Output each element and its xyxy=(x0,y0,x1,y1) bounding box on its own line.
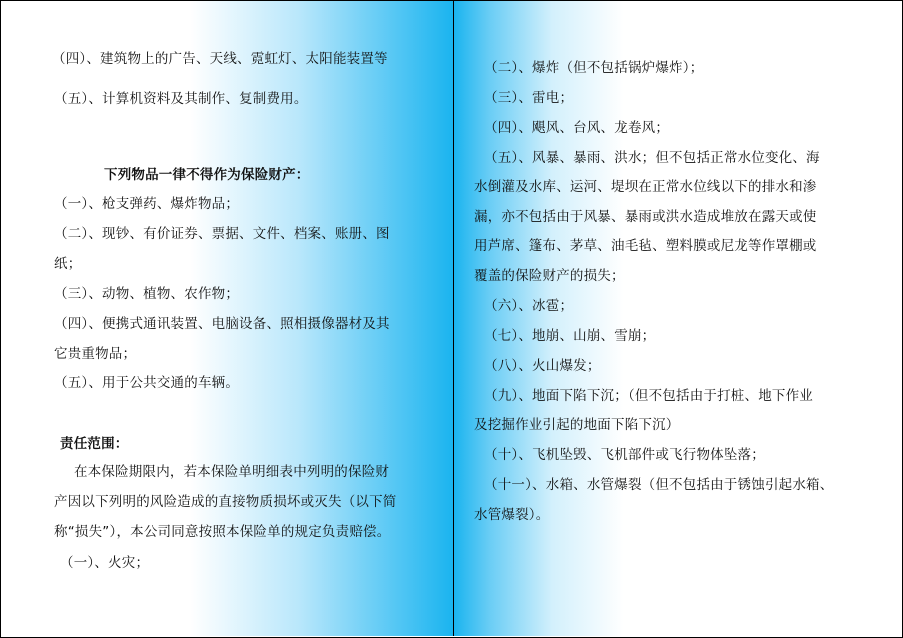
left-line-4: （一）、枪支弹药、爆炸物品； xyxy=(54,196,240,212)
right-line-13: 及挖掘作业引起的地面下陷下沉） xyxy=(474,417,680,433)
right-line-2: （三）、雷电； xyxy=(484,90,574,106)
left-line-10: （五）、用于公共交通的车辆。 xyxy=(54,375,240,391)
right-line-6: 漏，亦不包括由于风暴、暴雨或洪水造成堆放在露天或使 xyxy=(474,209,817,225)
right-line-16: 水管爆裂）。 xyxy=(474,507,550,523)
right-line-10: （七）、地崩、山崩、雪崩； xyxy=(484,328,656,344)
right-line-15: （十一）、水箱、水管爆裂（但不包括由于锈蚀引起水箱、 xyxy=(484,477,834,493)
right-line-1: （二）、爆炸（但不包括锅炉爆炸）； xyxy=(484,60,704,76)
left-line-9: 它贵重物品； xyxy=(54,346,137,362)
left-line-5: （二）、现钞、有价证券、票据、文件、档案、账册、图 xyxy=(54,226,390,242)
right-line-8: 覆盖的保险财产的损失； xyxy=(474,268,625,284)
left-line-12: 在本保险期限内，若本保险单明细表中列明的保险财 xyxy=(74,464,390,480)
left-line-7: （三）、动物、植物、农作物； xyxy=(54,286,240,302)
right-line-7: 用芦席、篷布、茅草、油毛毡、塑料膜或尼龙等作罩棚或 xyxy=(474,238,817,254)
left-line-6: 纸； xyxy=(54,256,82,272)
right-line-4: （五）、风暴、暴雨、洪水；但不包括正常水位变化、海 xyxy=(484,150,820,166)
left-line-13: 产因以下列明的风险造成的直接物质损坏或灭失（以下简 xyxy=(54,494,397,510)
right-line-11: （八）、火山爆发； xyxy=(484,358,601,374)
left-line-14: 称“损失”），本公司同意按照本保险单的规定负责赔偿。 xyxy=(54,524,391,540)
left-line-15: （一）、火灾； xyxy=(60,555,150,571)
right-line-14: （十）、飞机坠毁、飞机部件或飞行物体坠落； xyxy=(484,447,765,463)
right-line-5: 水倒灌及水库、运河、堤坝在正常水位线以下的排水和渗 xyxy=(474,179,817,195)
excluded-property-heading: 下列物品一律不得作为保险财产： xyxy=(104,167,310,183)
right-line-9: （六）、冰雹； xyxy=(484,298,574,314)
right-line-12: （九）、地面下陷下沉；（但不包括由于打桩、地下作业 xyxy=(484,388,813,404)
left-line-1: （四）、建筑物上的广告、天线、霓虹灯、太阳能装置等 xyxy=(52,51,388,67)
left-line-2: （五）、计算机资料及其制作、复制费用。 xyxy=(54,91,308,107)
right-line-3: （四）、飓风、台风、龙卷风； xyxy=(484,120,670,136)
left-line-8: （四）、便携式通讯装置、电脑设备、照相摄像器材及其 xyxy=(54,316,390,332)
coverage-heading: 责任范围： xyxy=(60,436,129,452)
